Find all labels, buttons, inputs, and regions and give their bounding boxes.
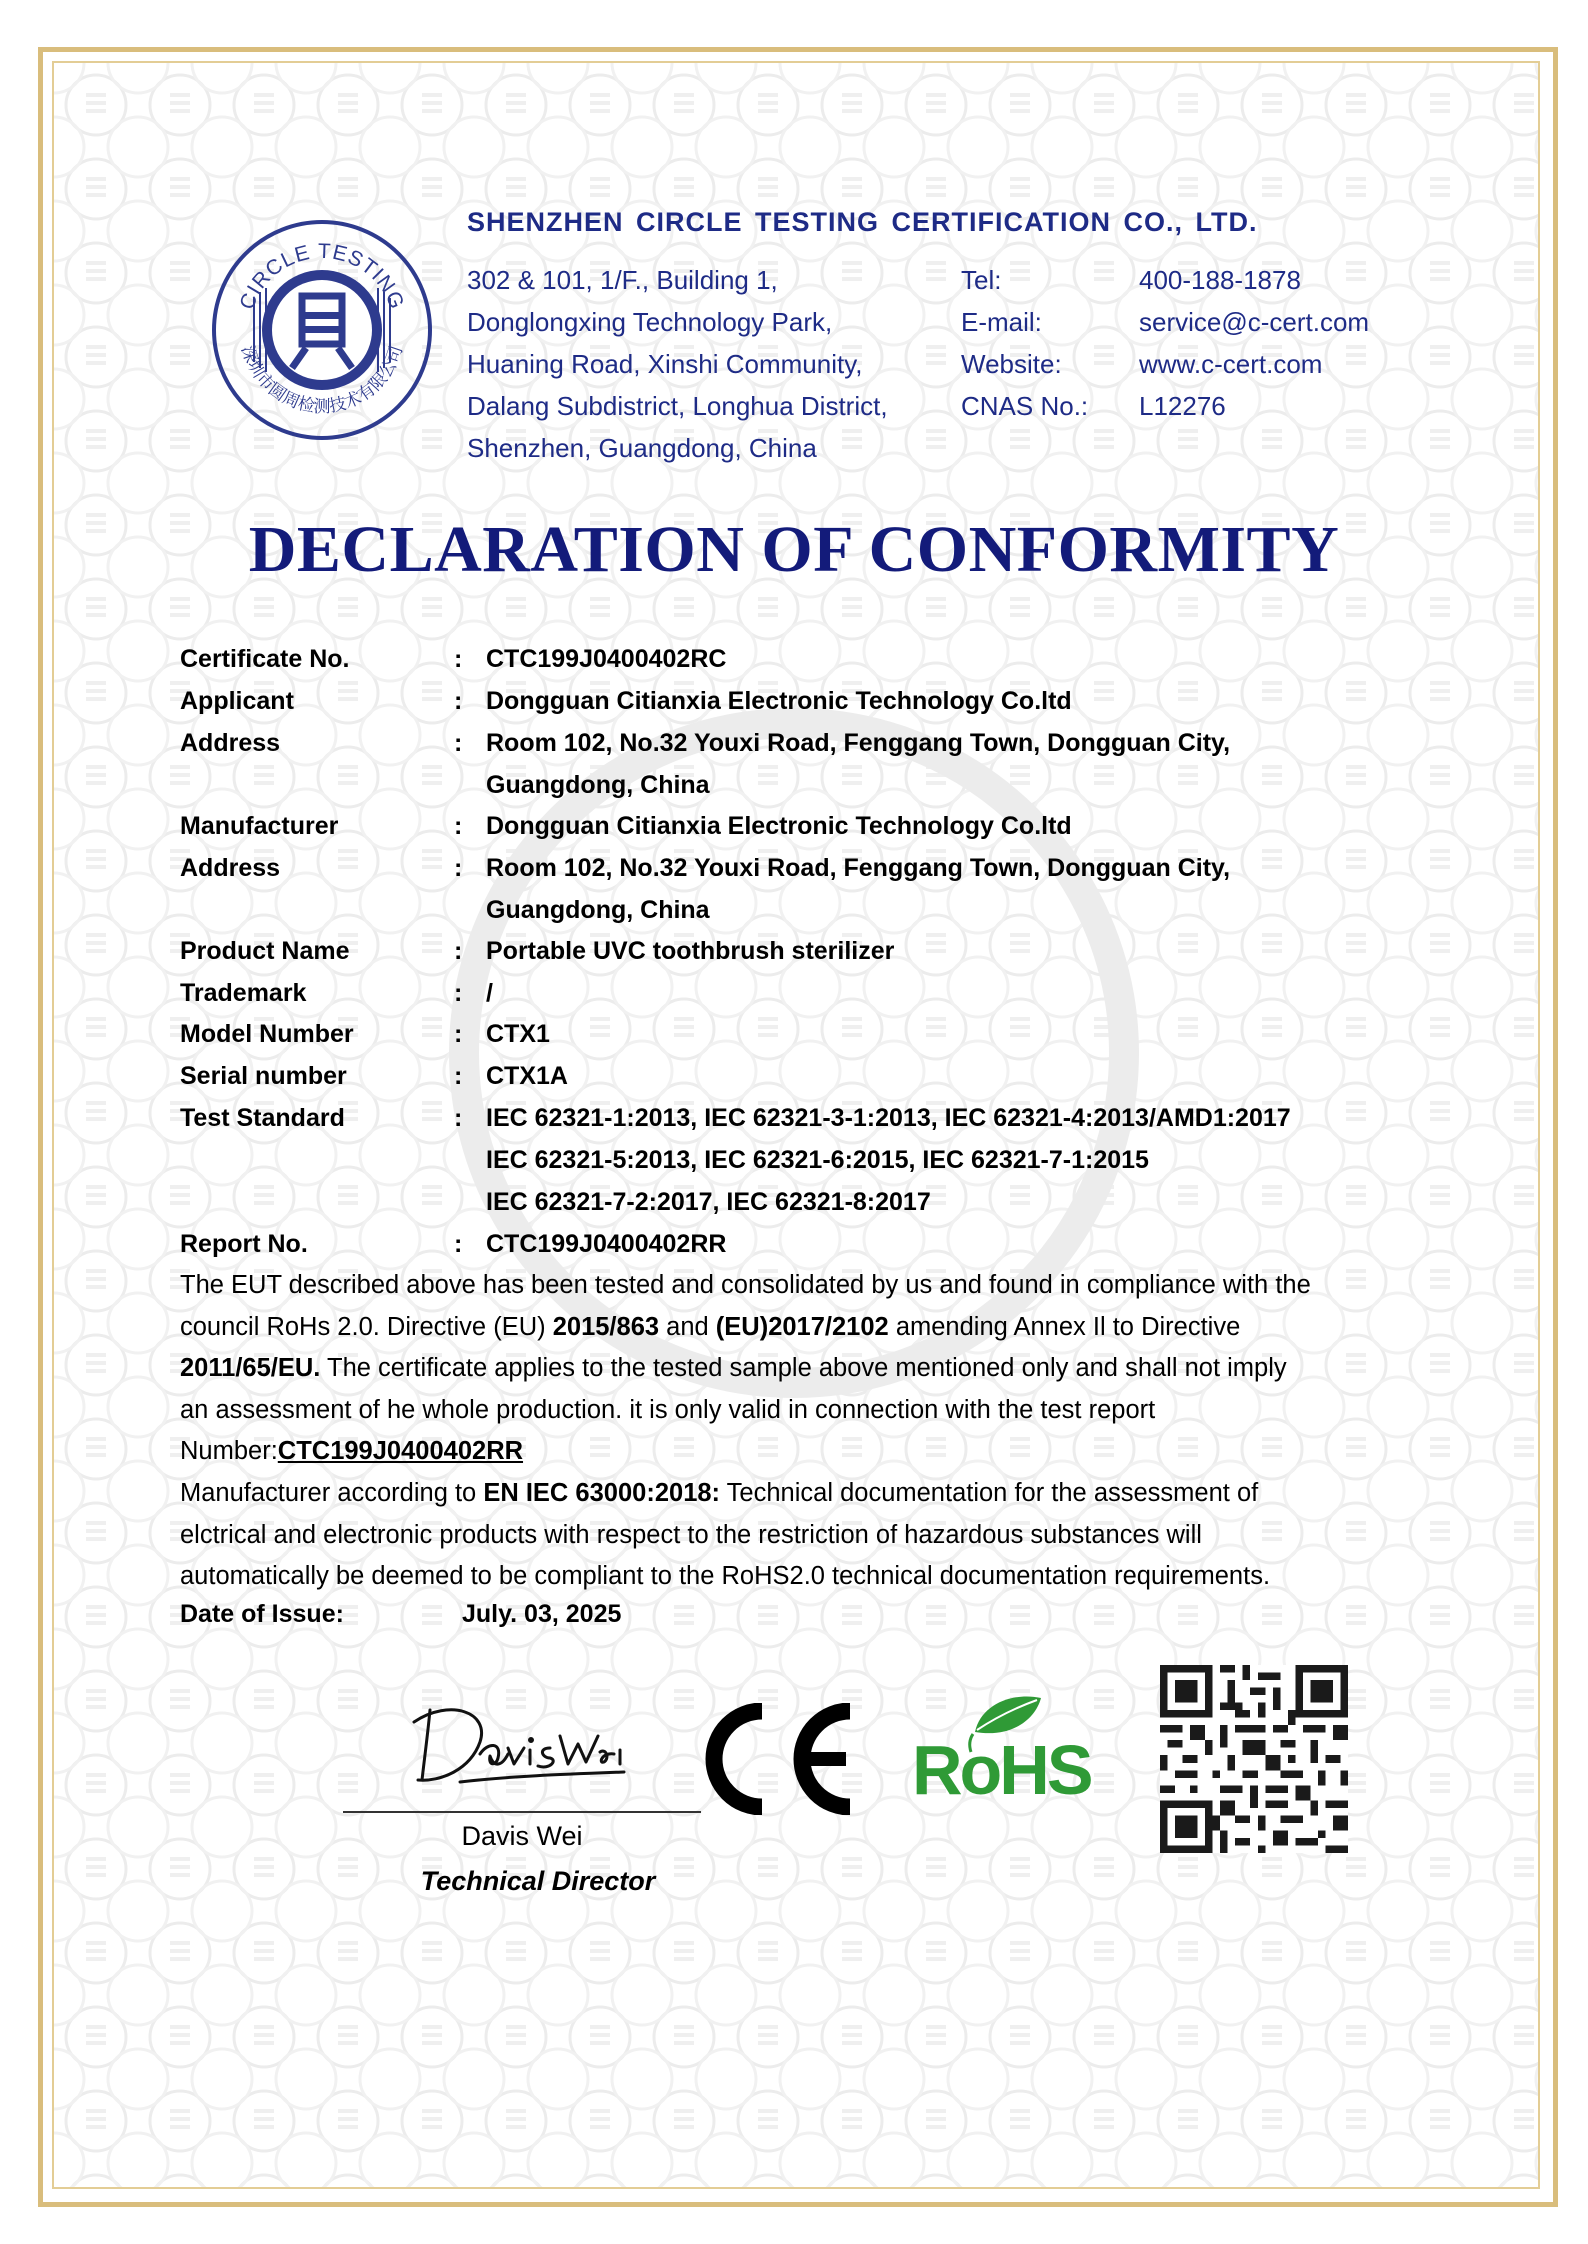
field-value: CTX1A bbox=[486, 1062, 568, 1090]
field-label: Product Name bbox=[180, 937, 350, 965]
statement-bold: EN IEC 63000:2018: bbox=[483, 1479, 721, 1507]
field-value: Room 102, No.32 Youxi Road, Fenggang Town, Dongguan City, bbox=[486, 729, 1231, 757]
date-of-issue-value: July. 03, 2025 bbox=[462, 1600, 622, 1628]
statement-bold: 2011/65/EU. bbox=[180, 1354, 321, 1382]
contact-values bbox=[1139, 259, 1369, 427]
statement-line bbox=[180, 1515, 1202, 1557]
field-value: Dongguan Citianxia Electronic Technology Co.ltd bbox=[486, 687, 1072, 715]
field-label: Report No. bbox=[180, 1230, 308, 1258]
field-value: CTC199J0400402RC bbox=[486, 645, 727, 673]
statement-line bbox=[180, 1473, 1258, 1515]
ce-mark-icon bbox=[700, 1703, 860, 1815]
signature-line bbox=[343, 1811, 701, 1813]
field-value: CTC199J0400402RR bbox=[486, 1230, 727, 1258]
email-label: E-mail: bbox=[961, 307, 1042, 337]
address-line: 302 & 101, 1/F., Building 1, bbox=[467, 265, 778, 295]
statement-line bbox=[180, 1431, 523, 1473]
cnas-value: L12276 bbox=[1139, 391, 1226, 421]
website-label: Website: bbox=[961, 349, 1062, 379]
signer-name: Davis Wei bbox=[461, 1821, 583, 1851]
field-value-cont: Guangdong, China bbox=[486, 896, 710, 924]
statement-text: Technical documentation for the assessment of bbox=[720, 1479, 1259, 1507]
statement-text: Number: bbox=[180, 1437, 278, 1465]
field-value-cont: IEC 62321-5:2013, IEC 62321-6:2015, IEC 62321-7-1:2015 bbox=[486, 1146, 1149, 1174]
statement-text: The EUT described above has been tested and consolidated by us and found in compliance with the bbox=[180, 1271, 1311, 1299]
field-label: Address bbox=[180, 729, 281, 757]
field-label: Test Standard bbox=[180, 1104, 345, 1132]
statement-text: council RoHs 2.0. Directive (EU) bbox=[180, 1313, 553, 1341]
field-colon: : bbox=[454, 854, 463, 882]
field-colon: : bbox=[454, 1230, 463, 1258]
field-colon: : bbox=[454, 812, 463, 840]
field-value: IEC 62321-1:2013, IEC 62321-3-1:2013, IEC 62321-4:2013/AMD1:2017 bbox=[486, 1104, 1291, 1132]
address-line: Shenzhen, Guangdong, China bbox=[467, 433, 817, 463]
statement-text: Manufacturer according to bbox=[180, 1479, 484, 1507]
address-line: Donglongxing Technology Park, bbox=[467, 307, 833, 337]
qr-code[interactable] bbox=[1160, 1665, 1348, 1853]
statement-text: amending Annex Il to Directive bbox=[888, 1313, 1241, 1341]
statement-text: automatically be deemed to be compliant to the RoHS2.0 technical documentation requirements. bbox=[180, 1562, 1271, 1590]
field-label: Serial number bbox=[180, 1062, 347, 1090]
statement-line bbox=[180, 1265, 1311, 1307]
field-colon: : bbox=[454, 687, 463, 715]
date-of-issue-label: Date of Issue: bbox=[180, 1600, 344, 1628]
handwritten-signature bbox=[410, 1692, 630, 1802]
address-line: Huaning Road, Xinshi Community, bbox=[467, 349, 863, 379]
statement-bold: 2015/863 bbox=[552, 1313, 660, 1341]
tel-value: 400-188-1878 bbox=[1139, 265, 1301, 295]
statement-line bbox=[180, 1307, 1240, 1349]
field-label: Address bbox=[180, 854, 281, 882]
statement-text: and bbox=[659, 1313, 716, 1341]
statement-text: elctrical and electronic products with respect to the restriction of hazardous substances will bbox=[180, 1521, 1202, 1549]
statement-text: The certificate applies to the tested sample above mentioned only and shall not imply bbox=[320, 1354, 1287, 1382]
field-colon: : bbox=[454, 729, 463, 757]
field-label: Model Number bbox=[180, 1020, 354, 1048]
statement-line bbox=[180, 1390, 1155, 1432]
field-label: Applicant bbox=[180, 687, 294, 715]
field-label: Trademark bbox=[180, 979, 307, 1007]
circle-testing-seal-logo bbox=[210, 218, 434, 442]
field-colon: : bbox=[454, 979, 463, 1007]
field-colon: : bbox=[454, 645, 463, 673]
statement-bold: (EU)2017/2102 bbox=[715, 1313, 889, 1341]
field-value-cont: Guangdong, China bbox=[486, 771, 710, 799]
field-value: Dongguan Citianxia Electronic Technology Co.ltd bbox=[486, 812, 1072, 840]
cnas-label: CNAS No.: bbox=[961, 391, 1089, 421]
field-value: Portable UVC toothbrush sterilizer bbox=[486, 937, 895, 965]
document-title: DECLARATION OF CONFORMITY bbox=[248, 513, 1340, 586]
address-line: Dalang Subdistrict, Longhua District, bbox=[467, 391, 888, 421]
website-value: www.c-cert.com bbox=[1139, 349, 1323, 379]
statement-line bbox=[180, 1556, 1270, 1598]
issuer-address bbox=[467, 259, 888, 469]
field-label: Manufacturer bbox=[180, 812, 339, 840]
logo-bottom-text: 深圳市圆周检测技术有限公司 bbox=[236, 343, 408, 417]
field-colon: : bbox=[454, 1104, 463, 1132]
field-value: / bbox=[486, 979, 493, 1007]
field-colon: : bbox=[454, 1020, 463, 1048]
field-value: Room 102, No.32 Youxi Road, Fenggang Town, Dongguan City, bbox=[486, 854, 1231, 882]
field-value: CTX1 bbox=[486, 1020, 550, 1048]
field-colon: : bbox=[454, 1062, 463, 1090]
statement-text: an assessment of he whole production. it is only valid in connection with the test report bbox=[180, 1396, 1156, 1424]
field-colon: : bbox=[454, 937, 463, 965]
statement-line bbox=[180, 1348, 1287, 1390]
rohs-logo-text: RoHS bbox=[912, 1731, 1091, 1809]
email-value: service@c-cert.com bbox=[1139, 307, 1370, 337]
logo-top-text: CIRCLE TESTING bbox=[235, 239, 409, 313]
issuer-company-name: SHENZHEN CIRCLE TESTING CERTIFICATION CO., LTD. bbox=[467, 207, 1258, 237]
field-label: Certificate No. bbox=[180, 645, 350, 673]
report-number-underlined: CTC199J0400402RR bbox=[277, 1437, 524, 1465]
tel-label: Tel: bbox=[961, 265, 1002, 295]
signer-title: Technical Director bbox=[420, 1866, 656, 1896]
contact-labels bbox=[961, 259, 1088, 427]
field-value-cont: IEC 62321-7-2:2017, IEC 62321-8:2017 bbox=[486, 1188, 931, 1216]
